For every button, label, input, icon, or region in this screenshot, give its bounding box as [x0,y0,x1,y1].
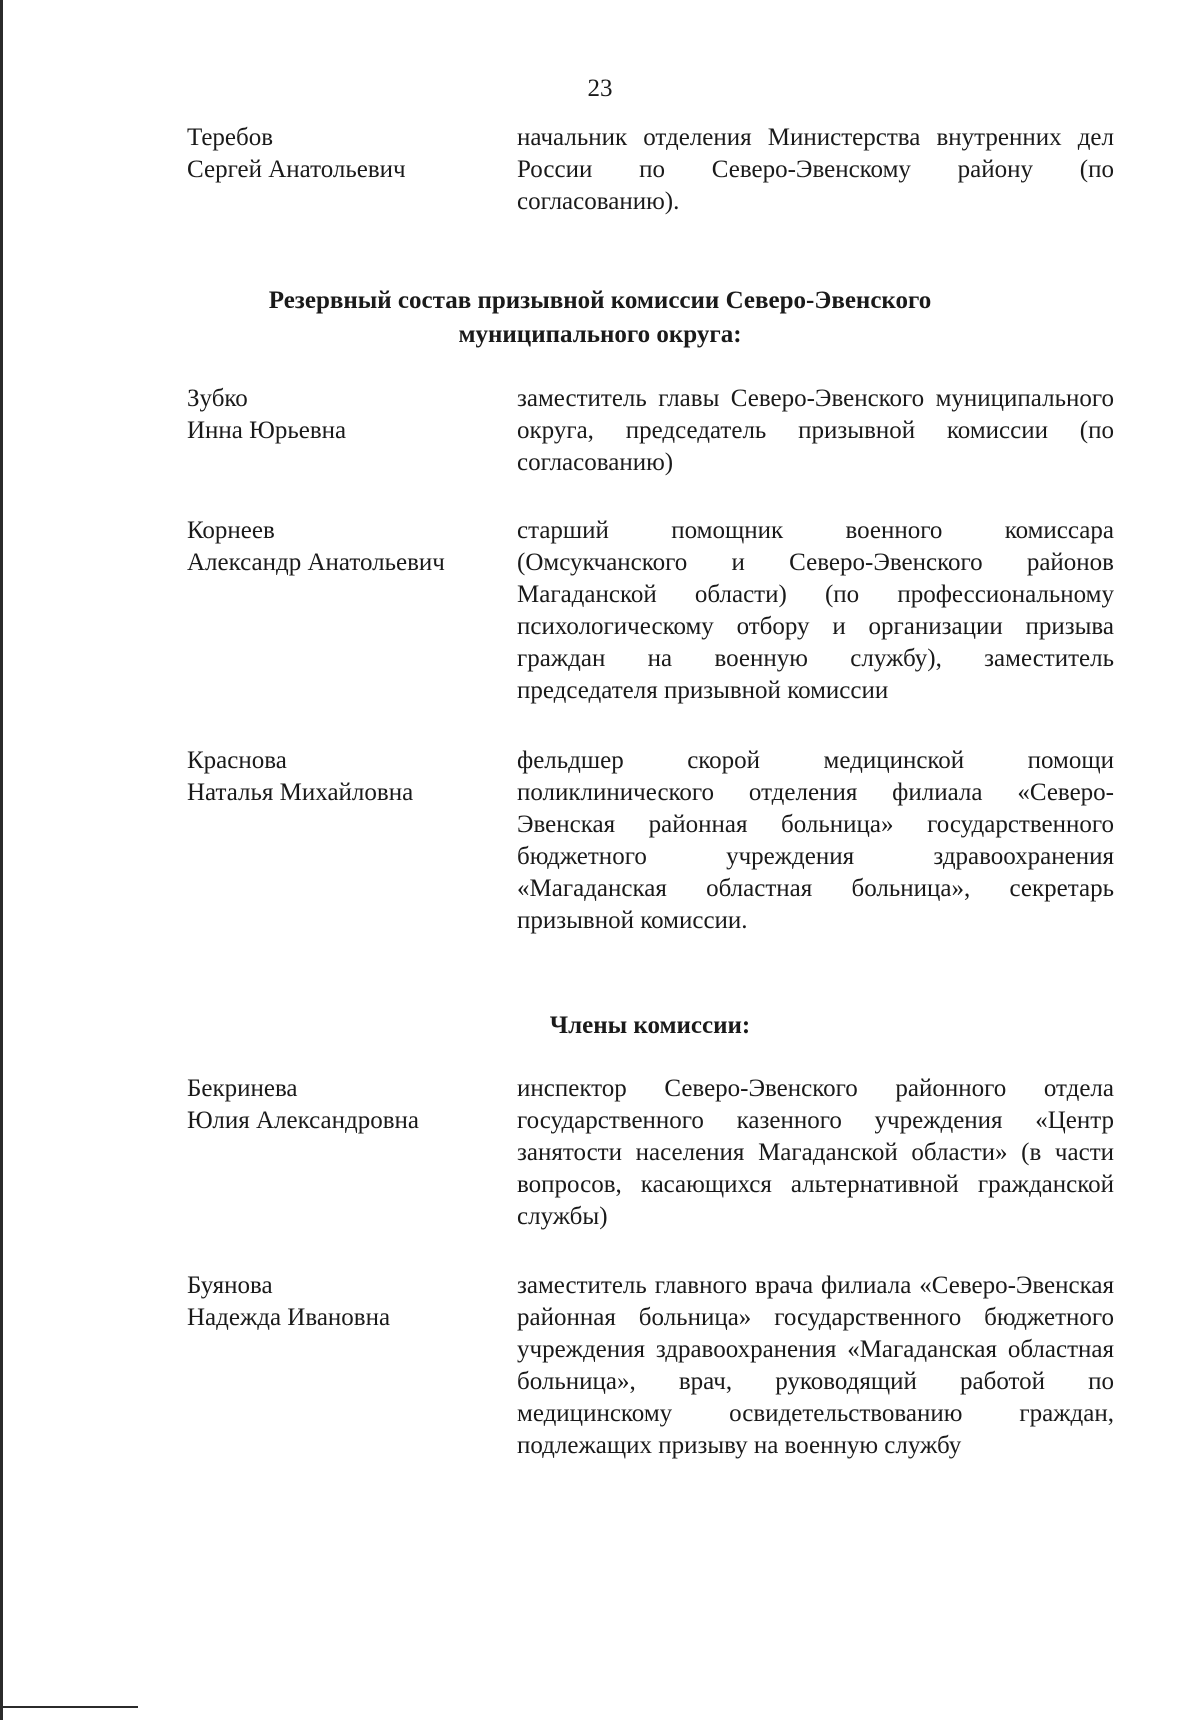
members-heading-text: Члены комиссии: [549,1012,751,1039]
person-surname: Краснова [187,747,287,774]
person-name [187,383,487,447]
person-position: инспектор Северо-Эвенского районного отдела государственного казенного учреждения «Центр занятости населения Магаданской области» (в части вопросов, касающихся альтернативной гражданской службы) [517,1075,1114,1230]
person-surname: Корнеев [187,517,275,544]
reserve-section-heading [150,284,1050,352]
person-surname: Буянова [187,1272,273,1299]
person-surname: Бекринева [187,1075,298,1102]
person-position: старший помощник военного комиссара (Омсукчанского и Северо-Эвенского районов Магаданской области) (по профессиональному психологическому отбору и организации призыва граждан на военную службу), заместитель председателя призывной комиссии [517,517,1114,704]
person-surname: Теребов [187,124,274,151]
footer-rule [0,1706,138,1708]
person-position: заместитель главы Северо-Эвенского муниципального округа, председатель призывной комиссии (по согласованию) [517,385,1114,476]
person-name [187,745,487,809]
person-given-names: Юлия Александровна [187,1107,419,1134]
person-given-names: Инна Юрьевна [187,417,347,444]
person-given-names: Надежда Ивановна [187,1304,391,1331]
person-name [187,122,487,186]
person-name [187,1270,487,1334]
person-given-names: Наталья Михайловна [187,779,414,806]
left-margin-line [0,0,3,1720]
members-section-heading [200,1009,1100,1043]
person-given-names: Сергей Анатольевич [187,156,406,183]
page-number: 23 [587,75,613,102]
person-name [187,515,487,579]
person-position: фельдшер скорой медицинской помощи поликлинического отделения филиала «Северо-Эвенская районная больница» государственного бюджетного учреждения здравоохранения «Магаданская областная больница», секретарь призывной комиссии. [517,747,1114,934]
person-name [187,1073,487,1137]
person-position: начальник отделения Министерства внутренних дел России по Северо-Эвенскому району (по согласованию). [517,124,1114,215]
person-surname: Зубко [187,385,248,412]
person-given-names: Александр Анатольевич [187,549,445,576]
reserve-heading-line-2: муниципального округа: [458,321,742,348]
reserve-heading-line-1: Резервный состав призывной комиссии Северо-Эвенского [268,287,932,314]
person-position: заместитель главного врача филиала «Северо-Эвенская районная больница» государственного бюджетного учреждения здравоохранения «Магаданская областная больница», врач, руководящий работой по медицинскому освидетельствованию граждан, подлежащих призыву на военную службу [517,1272,1114,1459]
